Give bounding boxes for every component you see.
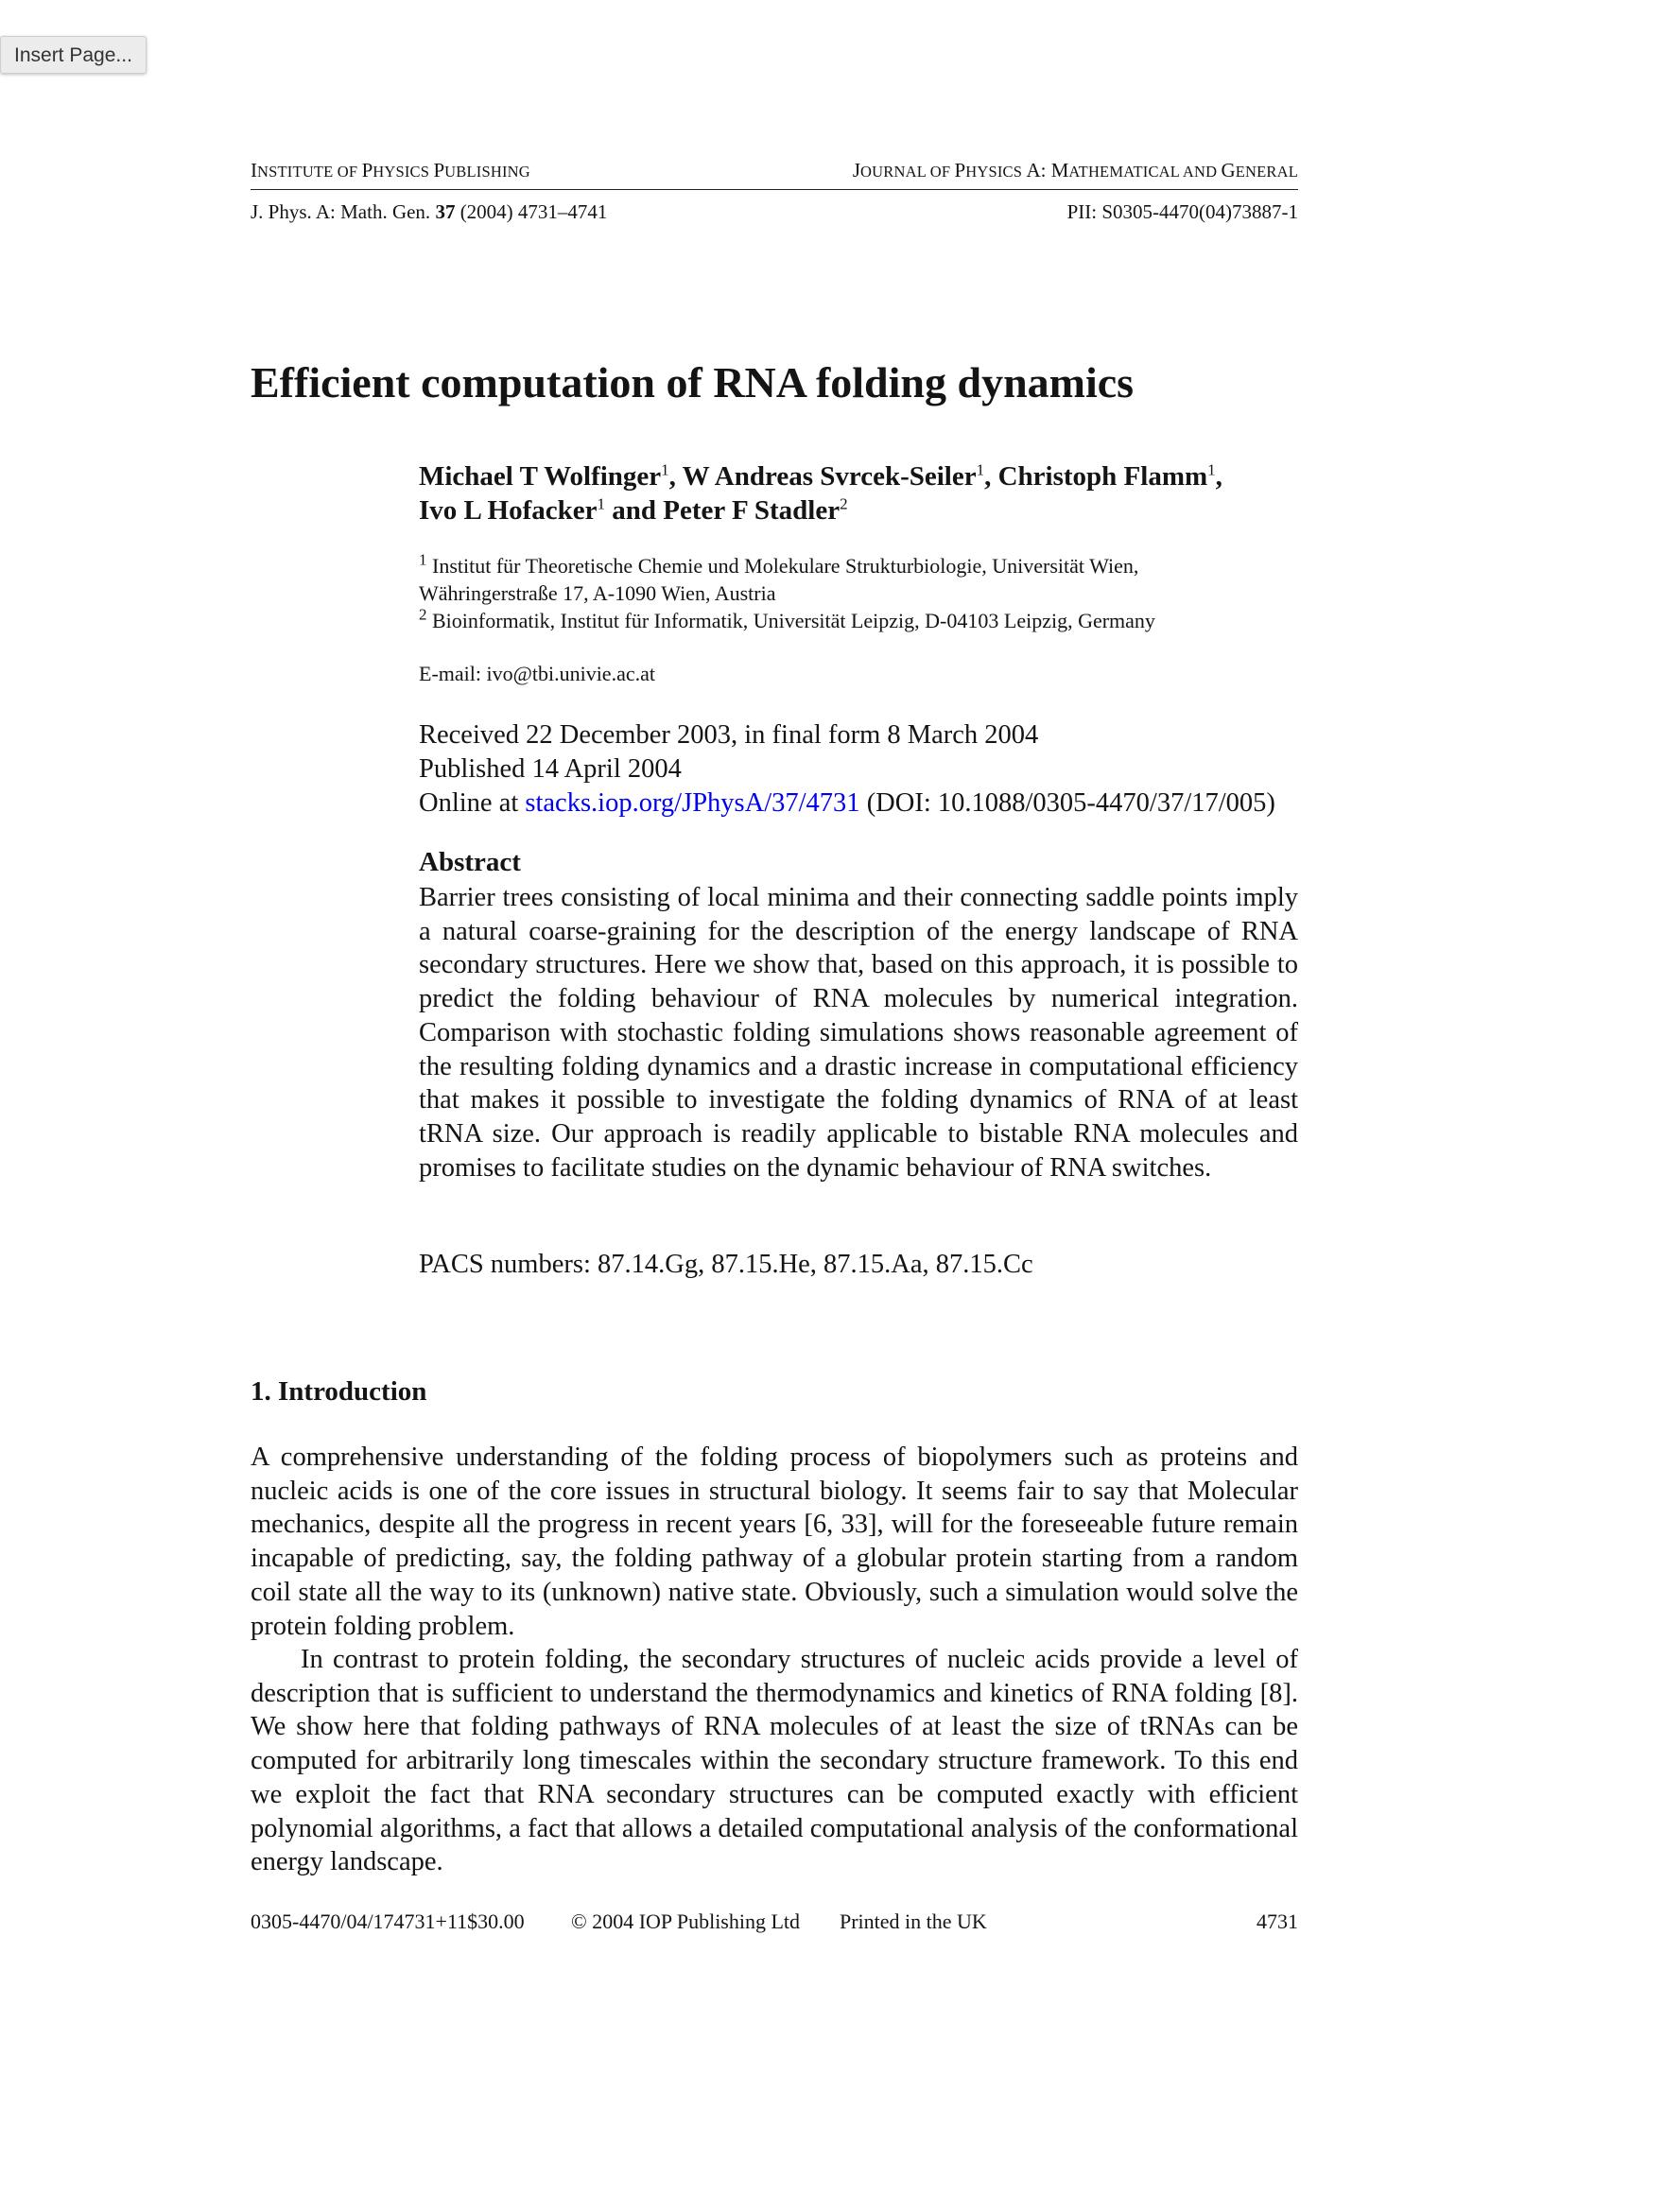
- authors-line-1: [419, 459, 1222, 493]
- publisher-cap: I: [251, 159, 257, 181]
- abstract-text: Barrier trees consisting of local minima and their connecting saddle points imply a natural coarse-graining for the description of the energy landscape of RNA secondary structures. Here we show that, based on this approach, it is possible to predict the folding behaviour of RNA molecules by numerical integration. Comparison with stochastic folding simulations shows reasonable agreement of the resulting folding dynamics and a drastic increase in computational efficiency that makes it possible to investigate the folding dynamics of RNA of at least tRNA size. Our approach is readily applicable to bistable RNA molecules and promises to facilitate studies on the dynamic behaviour of RNA switches.: [419, 883, 1298, 1183]
- author-affil-mark: 1: [976, 460, 985, 479]
- journal-cap: J: [852, 159, 861, 181]
- intro-paragraph-1: A comprehensive understanding of the folding process of biopolymers such as proteins and nucleic acids is one of the core issues in structural biology. It seems fair to say that Molecular mechanics, despite all the progress in recent years [6, 33], will for the foreseeable future remain incapable of predicting, say, the folding pathway of a globular protein starting from a random coil state all the way to its (unknown) native state. Obviously, such a simulation would solve the protein folding problem.: [251, 1443, 1298, 1641]
- citation-volume: 37: [435, 200, 456, 223]
- affiliation-text: Bioinformatik, Institut für Informatik, Universität Leipzig, D-04103 Leipzig, Germany: [426, 609, 1155, 632]
- citation-suffix: (2004) 4731–4741: [455, 200, 608, 223]
- publisher-small: HYSICS: [373, 163, 434, 181]
- abstract-heading: Abstract: [419, 847, 521, 877]
- section-heading-introduction: 1. Introduction: [251, 1376, 427, 1407]
- author-name: , Christoph Flamm: [984, 461, 1208, 492]
- authors-line-2: [419, 493, 848, 527]
- intro-paragraph-2: In contrast to protein folding, the secondary structures of nucleic acids provide a level of description that is sufficient to understand the thermodynamics and kinetics of RNA folding [8]. We show here that folding pathways of RNA molecules of at least the size of tRNAs can be computed for arbitrarily long timescales within the secondary structure framework. To this end we exploit the fact that RNA secondary structures can be computed exactly with efficient polynomial algorithms, a fact that allows a detailed computational analysis of the conformational energy landscape.: [251, 1645, 1298, 1877]
- publisher-cap: P: [433, 159, 445, 181]
- insert-page-button[interactable]: Insert Page...: [0, 36, 147, 74]
- author-name: , W Andreas Svrcek-Seiler: [668, 461, 977, 492]
- footer-code: 0305-4470/04/174731+11$30.00: [251, 1910, 525, 1933]
- pacs-numbers: PACS numbers: 87.14.Gg, 87.15.He, 87.15.Aa, 87.15.Cc: [419, 1250, 1033, 1279]
- footer-copyright: © 2004 IOP Publishing Ltd: [571, 1910, 801, 1933]
- affiliation-mark: 2: [419, 605, 427, 624]
- received-date: Received 22 December 2003, in final form 8 March 2004: [419, 720, 1039, 750]
- journal-small: OURNAL OF: [860, 163, 955, 181]
- affiliation-mark: 1: [419, 550, 427, 569]
- publisher-small: UBLISHING: [444, 163, 530, 181]
- journal-small: ENERAL: [1235, 163, 1298, 181]
- author-name: Michael T Wolfinger: [419, 461, 662, 492]
- online-prefix: Online at: [419, 788, 526, 818]
- affiliation-1-line-2: Währingerstraße 17, A-1090 Wien, Austria: [419, 581, 776, 605]
- publisher-small: NSTITUTE OF: [257, 163, 362, 181]
- journal-name: [853, 159, 1298, 182]
- author-affil-mark: 1: [597, 494, 605, 513]
- publisher-cap: P: [361, 159, 373, 181]
- pii: PII: S0305-4470(04)73887-1: [1066, 200, 1298, 223]
- affiliation-text: Institut für Theoretische Chemie und Molekulare Strukturbiologie, Universität Wien,: [426, 554, 1139, 578]
- journal-small: HYSICS: [965, 163, 1027, 181]
- journal-small: ATHEMATICAL AND: [1068, 163, 1222, 181]
- author-name: Ivo L Hofacker: [419, 495, 598, 526]
- author-affil-mark: 1: [661, 460, 669, 479]
- footer-printed: Printed in the UK: [840, 1910, 987, 1933]
- author-affil-mark: 2: [840, 494, 848, 513]
- page-number: 4731: [1257, 1910, 1298, 1933]
- journal-cap: P: [954, 159, 966, 181]
- citation: [251, 200, 607, 224]
- online-link[interactable]: stacks.iop.org/JPhysA/37/4731: [525, 788, 860, 818]
- published-date: Published 14 April 2004: [419, 754, 682, 784]
- affiliation-1-line-1: [419, 552, 1138, 579]
- online-info: [419, 786, 1275, 821]
- header-rule: [251, 189, 1298, 190]
- affiliation-2: [419, 607, 1155, 634]
- contact-email: E-mail: ivo@tbi.univie.ac.at: [419, 662, 655, 685]
- paper-title: Efficient computation of RNA folding dynamics: [251, 358, 1135, 406]
- doi-text: (DOI: 10.1088/0305-4470/37/17/005): [859, 788, 1275, 818]
- author-affil-mark: 1: [1207, 460, 1216, 479]
- journal-cap: A: M: [1026, 159, 1069, 181]
- author-separator: ,: [1215, 461, 1222, 492]
- journal-cap: G: [1221, 159, 1236, 181]
- citation-prefix: J. Phys. A: Math. Gen.: [251, 200, 436, 223]
- publisher-name: [251, 159, 530, 182]
- author-name: and Peter F Stadler: [605, 495, 841, 526]
